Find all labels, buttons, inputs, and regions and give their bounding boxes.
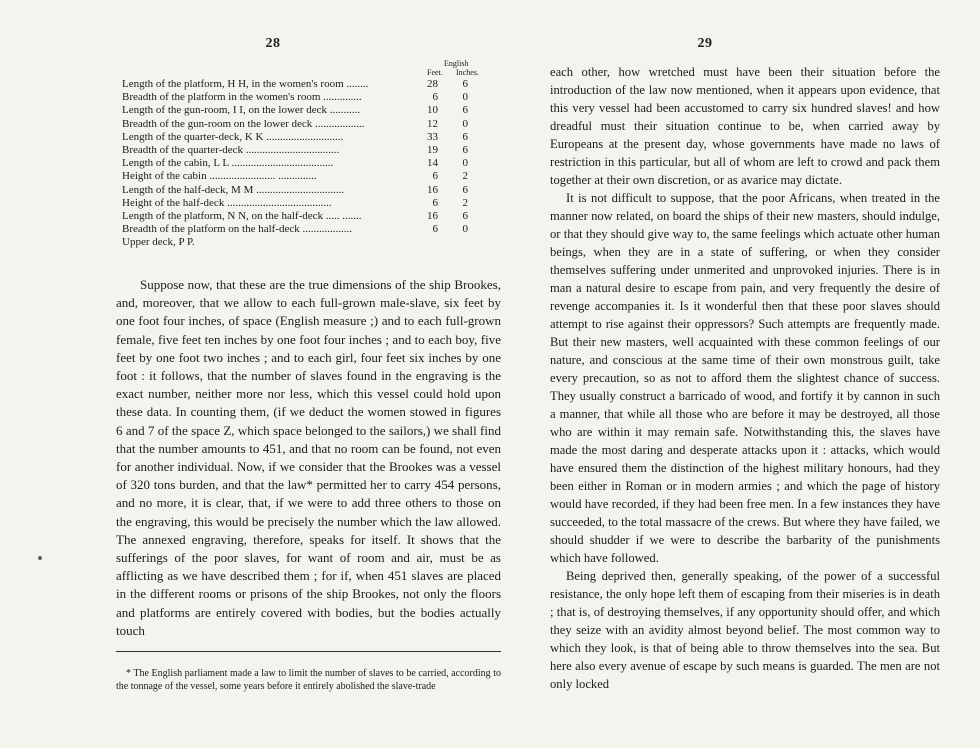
dimension-inches: 2 [462, 196, 468, 209]
dimension-feet: 6 [432, 196, 438, 209]
dimension-row [122, 184, 490, 197]
dimension-row [122, 91, 490, 104]
dimension-label: Length of the quarter-deck, K K ............................ [122, 130, 344, 143]
dimension-inches: 0 [462, 117, 468, 130]
dimension-row [122, 131, 490, 144]
dimension-row [122, 78, 490, 91]
dimension-row [122, 223, 490, 236]
dimension-label: Breadth of the platform in the women's room .............. [122, 91, 362, 104]
dimension-feet: 6 [432, 170, 438, 183]
body-paragraph: Being deprived then, generally speaking, of the power of a successful resistance, the only hope left them of escaping from their miseries is in death ; that is, of destroying themselves, if any opportunity should offer, and which they seize with an avidity almost beyond belief. The most common way to which they look, is that of being able to throw themselves into the sea. But here also every avenue of escape by such means is guarded. The men are not only locked [550, 569, 940, 691]
dimension-label: Breadth of the gun-room on the lower deck .................. [122, 117, 365, 130]
dimension-label: Breadth of the platform on the half-deck .................. [122, 223, 353, 236]
dimension-feet: 16 [427, 209, 438, 222]
table-header-feet: Feet. [427, 68, 443, 77]
dimension-feet: 19 [427, 143, 438, 156]
footnote-rule [116, 651, 501, 652]
dimension-feet: 33 [427, 130, 438, 143]
dimension-row [122, 236, 490, 249]
page-number: 28 [265, 36, 281, 51]
dimension-row [122, 104, 490, 117]
dimension-row [122, 210, 490, 223]
dimension-inches: 2 [462, 170, 468, 183]
dimension-row [122, 118, 490, 131]
dimension-row [122, 157, 490, 170]
dimension-label: Upper deck, P P. [122, 236, 195, 249]
table-header-english: English [444, 59, 469, 68]
dimension-inches: 0 [462, 223, 468, 236]
dimension-feet: 6 [432, 223, 438, 236]
dimension-label: Length of the platform, N N, on the half-deck ..... ....... [122, 209, 362, 222]
table-header-inches: Inches. [456, 68, 479, 77]
dimension-label: Length of the platform, H H, in the women's room ........ [122, 78, 369, 90]
dimension-label: Breadth of the quarter-deck .................................. [122, 143, 340, 156]
dimension-feet: 28 [427, 78, 438, 90]
right-page [490, 0, 980, 748]
dimension-inches: 6 [462, 183, 468, 196]
dimension-label: Length of the gun-room, I I, on the lower deck ........... [122, 104, 360, 117]
dimension-label: Height of the half-deck ...................................... [122, 196, 332, 209]
dimensions-table [122, 78, 490, 249]
dimension-feet: 14 [427, 157, 438, 170]
dimension-inches: 6 [462, 143, 468, 156]
footnote [116, 667, 501, 693]
right-body-text [550, 63, 940, 693]
page-number: 29 [697, 36, 713, 51]
print-speck [38, 556, 42, 560]
dimension-row [122, 197, 490, 210]
dimension-feet: 12 [427, 117, 438, 130]
body-paragraph: each other, how wretched must have been their situation before the introduction of the law now mentioned, when it appears upon evidence, that this very vessel had been accustomed to carry six hundred slaves! and how dreadful must their situation continue to be, when carried away by Europeans at the present day, whose governments have made no laws of restriction in this particular, but all of whom are left to crowd and pack them together at their own discretion, or as avarice may dictate. [550, 65, 940, 187]
left-body-text [116, 276, 501, 640]
dimension-label: Length of the cabin, L L ..................................... [122, 157, 334, 170]
body-paragraph: It is not difficult to suppose, that the poor Africans, when treated in the manner now related, on board the ships of their new masters, should indulge, or that they should give way to, the same feelings which actuate other human beings, when they are in a state of suffering, or when they consider themselves suffering under unmerited and unprovoked injuries. There is in man a natural desire to escape from pain, and very frequently the desire of revenge accompanies it. Is it wonderful then that these poor slaves should attempt to rise against their oppressors? Such attempts are frequently made. But their new masters, well acquainted with these common feelings of our nature, and conscious at the same time of their own monstrous guilt, take every precaution, so as not to afford them the slightest chance of success. They usually construct a barricado of wood, and fortify it by cannon in such a manner, that while all those who are before it may be destroyed, all those who are within it may remain safe. Notwithstanding this, the slaves have made the most daring and desperate attacks upon it : attacks, which would have ensured them the distinction of the highest military honours, had they been either in Roman or in modern armies ; and which the page of history would have recorded, if they had been free men. In a few instances they have succeeded, to the total massacre of the crews. But where they have failed, we should shudder if we were to describe the barbarity of the punishments which have followed. [550, 191, 940, 565]
dimension-label: Length of the half-deck, M M ................................ [122, 183, 345, 196]
dimension-inches: 6 [462, 104, 468, 117]
dimension-feet: 16 [427, 183, 438, 196]
dimension-inches: 0 [462, 91, 468, 104]
dimension-label: Height of the cabin ........................ .............. [122, 170, 317, 183]
dimension-inches: 6 [462, 130, 468, 143]
dimension-inches: 0 [462, 157, 468, 170]
dimension-row [122, 144, 490, 157]
body-paragraph: Suppose now, that these are the true dimensions of the ship Brookes, and, moreover, that we allow to each full-grown male-slave, six feet by one foot four inches, of space (English measure ;) and to each full-grown female, five feet ten inches by one foot four inches ; and to each boy, five feet by one foot two inches ; and to each girl, four feet six inches by one foot : it follows, that the number of slaves found in the engraving is the exact number, neither more nor less, which this vessel could hold upon these data. In counting them, (if we deduct the women stowed in figures 6 and 7 of the space Z, which space belonged to the sailors,) we shall find that the number amounts to 451, and that no room can be found, not even for another individual. Now, if we consider that the Brookes was a vessel of 320 tons burden, and that the law* permitted her to carry 454 persons, and no more, it is clear, that, if we were to add three others to those on the engraving, this would be precisely the number which the law allowed. The annexed engraving, therefore, speaks for itself. It shows that the sufferings of the poor slaves, for want of room and air, must be as afflicting as we have described them ; for if, when 451 slaves are placed in the different rooms or prisons of the ship Brookes, not only the floors and platforms are entirely covered with bodies, but the bodies actually touch [116, 277, 501, 638]
dimension-feet: 10 [427, 104, 438, 117]
dimension-inches: 6 [462, 78, 468, 90]
footnote-text: * The English parliament made a law to limit the number of slaves to be carried, according to the tonnage of the vessel, some years before it entirely abolished the slave-trade [116, 668, 501, 692]
dimension-row [122, 170, 490, 183]
dimension-inches: 6 [462, 209, 468, 222]
dimension-feet: 6 [432, 91, 438, 104]
